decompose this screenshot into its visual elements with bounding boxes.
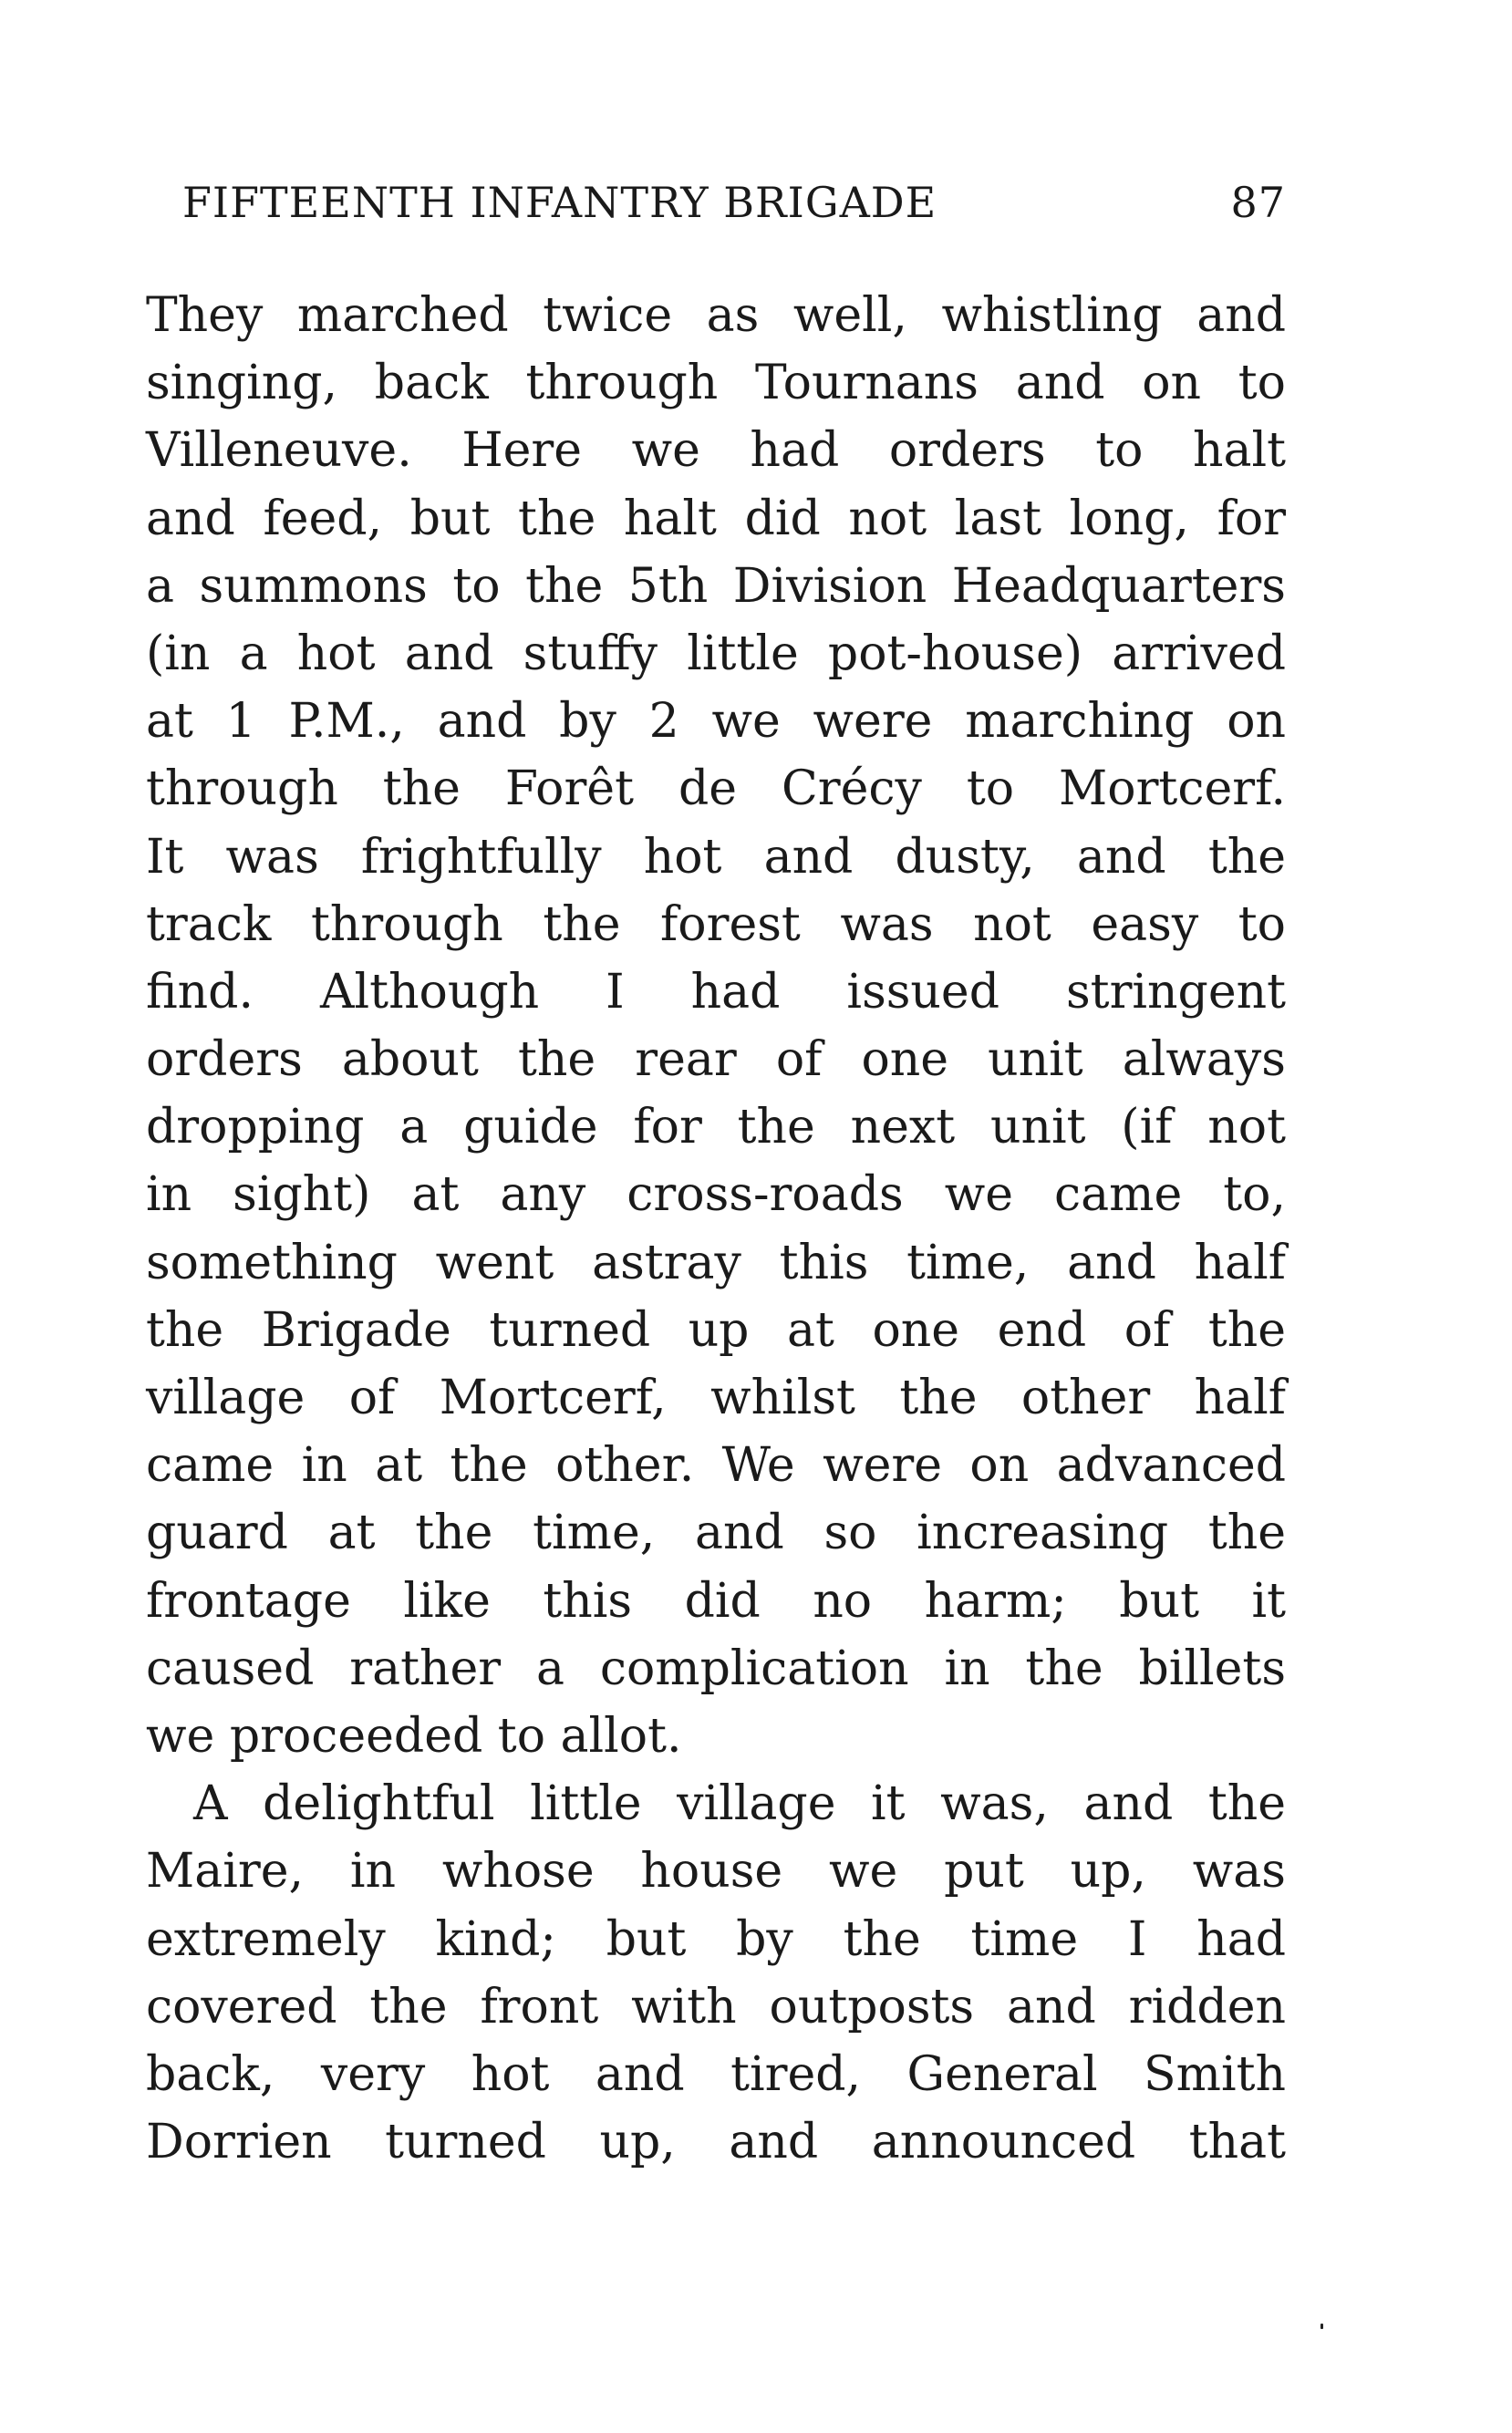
text-line: A delightful little village it was, and the xyxy=(193,1776,1286,1832)
text-line: extremely kind; but by the time I had xyxy=(146,1911,1286,1967)
text-line: find. Although I had issued stringent xyxy=(146,964,1286,1020)
body-text xyxy=(146,282,1286,2176)
text-line: dropping a guide for the next unit (if not xyxy=(146,1100,1286,1155)
text-line: Villeneuve. Here we had orders to halt xyxy=(146,423,1286,479)
text-line: covered the front with outposts and ridden xyxy=(146,1979,1286,2034)
paragraph xyxy=(146,1770,1286,2176)
text-line: orders about the rear of one unit always xyxy=(146,1032,1286,1088)
text-line: back, very hot and tired, General Smith xyxy=(146,2046,1286,2102)
text-line: at 1 P.M., and by 2 we were marching on xyxy=(146,694,1286,750)
paragraph xyxy=(146,282,1286,1770)
running-head xyxy=(182,173,1286,232)
text-line: It was frightfully hot and dusty, and the xyxy=(146,829,1286,885)
text-line: singing, back through Tournans and on to xyxy=(146,356,1286,411)
text-line: frontage like this did no harm; but it xyxy=(146,1573,1286,1629)
text-line: and feed, but the halt did not last long, for xyxy=(146,491,1286,546)
text-line: guard at the time, and so increasing the xyxy=(146,1506,1286,1561)
text-line: we proceeded to allot. xyxy=(146,1708,682,1764)
text-line: They marched twice as well, whistling and xyxy=(146,288,1286,343)
text-line: Dorrien turned up, and announced that xyxy=(146,2115,1286,2170)
text-line: Maire, in whose house we put up, was xyxy=(146,1844,1286,1900)
text-line: (in a hot and stuffy little pot-house) arrived xyxy=(146,626,1286,681)
print-speck xyxy=(1320,2324,1323,2329)
text-line: track through the forest was not easy to xyxy=(146,896,1286,952)
text-line: came in at the other. We were on advanced xyxy=(146,1438,1286,1494)
page-number: 87 xyxy=(1230,178,1286,227)
text-line: the Brigade turned up at one end of the xyxy=(146,1302,1286,1358)
text-line: caused rather a complication in the billets xyxy=(146,1641,1286,1696)
chapter-title: FIFTEENTH INFANTRY BRIGADE xyxy=(182,178,937,227)
text-line: something went astray this time, and half xyxy=(146,1235,1286,1290)
text-line: in sight) at any cross-roads we came to, xyxy=(146,1167,1286,1223)
text-line: village of Mortcerf, whilst the other half xyxy=(146,1371,1286,1425)
text-line: through the Forêt de Crécy to Mortcerf. xyxy=(146,761,1286,817)
text-line: a summons to the 5th Division Headquarters xyxy=(146,558,1286,614)
